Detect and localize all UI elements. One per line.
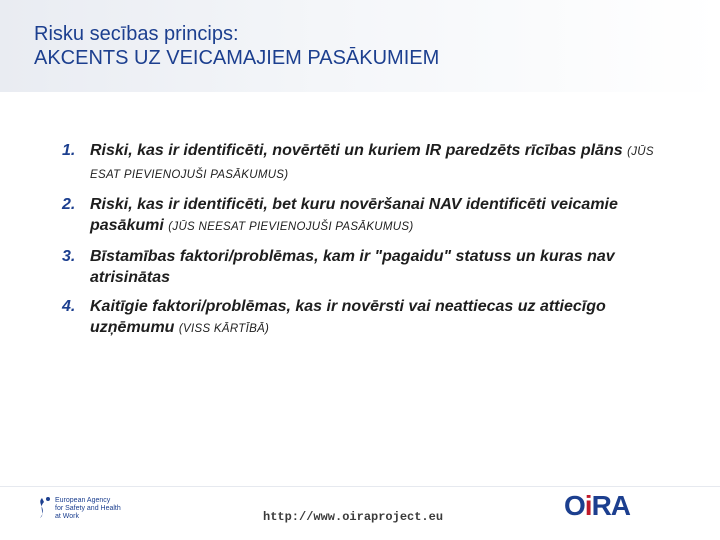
- oira-logo: OiRA: [564, 490, 631, 521]
- list-item: [62, 246, 662, 288]
- list-item: [62, 194, 662, 238]
- risk-order-list: [62, 140, 662, 348]
- item-note: (VISS KĀRTĪBĀ): [178, 323, 270, 335]
- footer-divider: [0, 486, 720, 487]
- item-note: (JŪS NEESAT PIEVIENOJUŠI PASĀKUMUS): [168, 221, 414, 233]
- item-number: 2.: [62, 196, 76, 213]
- item-text: Riski, kas ir identificēti, novērtēti un kuriem IR paredzēts rīcības plāns: [90, 142, 623, 159]
- item-number: 1.: [62, 142, 76, 159]
- item-text: Kaitīgie faktori/problēmas, kas ir novērsti vai neattiecas uz attiecīgo uzņēmumu: [90, 298, 606, 336]
- title-line-1: Risku secības princips:: [34, 23, 239, 45]
- item-note: (JŪS ESAT PIEVIENOJUŠI PASĀKUMUS): [90, 146, 654, 181]
- footer-url: http://www.oiraproject.eu: [263, 510, 444, 524]
- item-text: Riski, kas ir identificēti, bet kuru novēršanai NAV identificēti veicamie pasākumi: [90, 196, 618, 234]
- eu-osha-logo-text: European Agency for Safety and Health at Work: [55, 497, 121, 520]
- slide-title: [34, 22, 439, 70]
- list-item: [62, 296, 662, 340]
- title-line-2: AKCENTS UZ VEICAMAJIEM PASĀKUMIEM: [34, 47, 440, 69]
- item-number: 3.: [62, 248, 76, 265]
- item-number: 4.: [62, 298, 76, 315]
- list-item: [62, 140, 662, 186]
- item-text: Bīstamības faktori/problēmas, kam ir "pagaidu" statuss un kuras nav atrisinātas: [90, 248, 615, 286]
